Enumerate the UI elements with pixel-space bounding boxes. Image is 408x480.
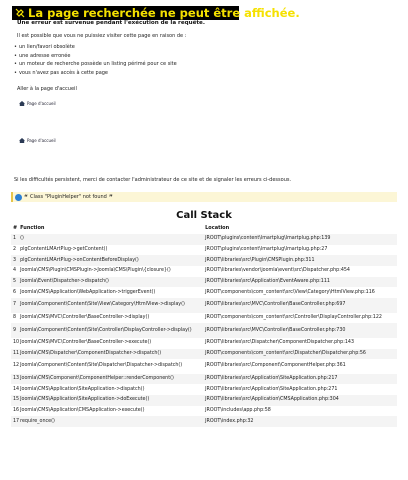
row-number: 8 [13,314,17,320]
back-home-text: Aller à la page d'accueil [17,86,77,92]
call-stack-table [11,222,397,427]
row-number: 10 [13,340,20,346]
row-location: JROOT\libraries\src\Plugin\CMSPlugin.php:311 [205,257,315,263]
table-row [11,406,397,417]
error-subtitle: Une erreur est survenue pendant l'exécution de la requête. [17,20,205,26]
row-location: JROOT\components\com_content\src\View\Category\HtmlView.php:116 [205,289,375,295]
home-icon [19,138,25,143]
intro-text: Il est possible que vous ne puissiez visiter cette page en raison de : [17,33,187,39]
error-message [11,192,397,202]
row-number: 9 [13,327,17,333]
table-row [11,323,397,338]
row-location: JROOT\plugins\content\lmartplug\lmartplug.php:139 [205,236,331,242]
row-function: Joomla\CMS\Dispatcher\ComponentDispatcher->dispatch() [20,350,162,356]
row-location: JROOT\libraries\vendor\joomla\event\src\Dispatcher.php:454 [205,268,350,274]
table-row [11,374,397,385]
row-number: 17 [13,418,20,424]
row-function: Joomla\CMS\Application\WebApplication->triggerEvent() [20,289,156,295]
row-number: 6 [13,289,17,295]
home-link[interactable] [19,101,56,106]
contact-text: Si les difficultés persistent, merci de contacter l'administrateur de ce site et de signaler les erreurs ci-dessous. [14,177,292,183]
row-function: Joomla\Event\Dispatcher->dispatch() [20,279,109,285]
row-function: Joomla\Component\Content\Site\View\Category\HtmlView->display() [20,302,185,308]
row-location: JROOT\components\com_content\src\Dispatcher\Dispatcher.php:56 [205,350,366,356]
table-row [11,255,397,266]
row-function: Joomla\CMS\Application\SiteApplication->doExecute() [20,397,150,403]
row-number: 5 [13,279,17,285]
table-row [11,338,397,349]
page-title: La page recherchée ne peut être affichée. [28,6,300,20]
info-icon [15,194,22,201]
row-location: JROOT\libraries\src\MVC\Controller\BaseController.php:697 [205,302,346,308]
home-link[interactable] [19,138,56,143]
row-location: JROOT\includes\app.php:58 [205,408,271,414]
column-header-location: Location [205,225,230,231]
row-location: JROOT\index.php:32 [205,418,254,424]
row-number: 12 [13,363,20,369]
row-function: require_once() [20,418,55,424]
row-function: Joomla\Component\Content\Site\Controller\DisplayController->display() [20,327,192,333]
table-row [11,234,397,245]
row-number: 11 [13,350,20,356]
row-location: JROOT\components\com_content\src\Controller\DisplayController.php:122 [205,314,382,320]
row-location: JROOT\libraries\src\MVC\Controller\BaseController.php:730 [205,327,346,333]
error-message-text: Class "PluginHelper" not found [29,194,107,200]
table-row [11,384,397,395]
row-location: JROOT\libraries\src\Application\SiteApplication.php:217 [205,376,338,382]
list-item: • un moteur de recherche possède un listing périmé pour ce site [14,60,177,69]
row-number: 16 [13,408,20,414]
row-location: JROOT\libraries\src\Application\EventAware.php:111 [205,279,330,285]
row-location: JROOT\libraries\src\Dispatcher\ComponentDispatcher.php:143 [205,340,355,346]
table-row [11,395,397,406]
row-number: 13 [13,376,20,382]
row-number: 7 [13,302,17,308]
row-number: 15 [13,397,20,403]
table-row [11,266,397,277]
close-quote: ” [108,193,113,201]
table-row [11,298,397,313]
row-number: 4 [13,268,17,274]
list-item: • un lien/favori obsolète [14,43,177,52]
home-link-label: Page d'accueil [27,138,56,143]
row-function: Joomla\CMS\MVC\Controller\BaseController->display() [20,314,150,320]
row-function: Joomla\CMS\Plugin\CMSPlugin->Joomla\CMS\Plugin\{closure}() [20,268,171,274]
row-function: plgContentLMArtPlug->getContent() [20,247,108,253]
column-header-function: Function [20,225,45,231]
row-location: JROOT\libraries\src\Application\SiteApplication.php:271 [205,386,338,392]
home-link-label: Page d'accueil [27,101,56,106]
row-function: Joomla\CMS\MVC\Controller\BaseController->execute() [20,340,152,346]
open-quote: “ [24,193,28,201]
reasons-list [14,43,177,77]
row-function: Joomla\CMS\Application\SiteApplication->dispatch() [20,386,145,392]
list-item: • vous n'avez pas accès à cette page [14,69,177,78]
row-number: 1 [13,236,17,242]
table-row [11,313,397,324]
row-number: 2 [13,247,17,253]
table-header-row [11,222,397,234]
row-location: JROOT\plugins\content\lmartplug\lmartplug.php:27 [205,247,328,253]
table-row [11,277,397,288]
row-function: Joomla\CMS\Application\CMSApplication->execute() [20,408,145,414]
broken-link-icon [15,8,25,18]
row-function: plgContentLMArtPlug->onContentBeforeDisplay() [20,257,139,263]
error-banner [12,6,300,20]
home-icon [19,101,25,106]
call-stack-title: Call Stack [176,210,232,221]
column-header-num: # [13,225,18,231]
table-row [11,359,397,374]
row-function: () [20,236,24,242]
table-row [11,349,397,360]
list-item: • une adresse erronée [14,52,177,61]
table-row [11,287,397,298]
table-row [11,416,397,427]
row-number: 14 [13,386,20,392]
row-location: JROOT\libraries\src\Component\ComponentHelper.php:361 [205,363,346,369]
table-row [11,245,397,256]
row-location: JROOT\libraries\src\Application\CMSApplication.php:304 [205,397,339,403]
row-function: Joomla\Component\Content\Site\Dispatcher\Dispatcher->dispatch() [20,363,183,369]
row-number: 3 [13,257,17,263]
row-function: Joomla\CMS\Component\ComponentHelper::renderComponent() [20,376,174,382]
